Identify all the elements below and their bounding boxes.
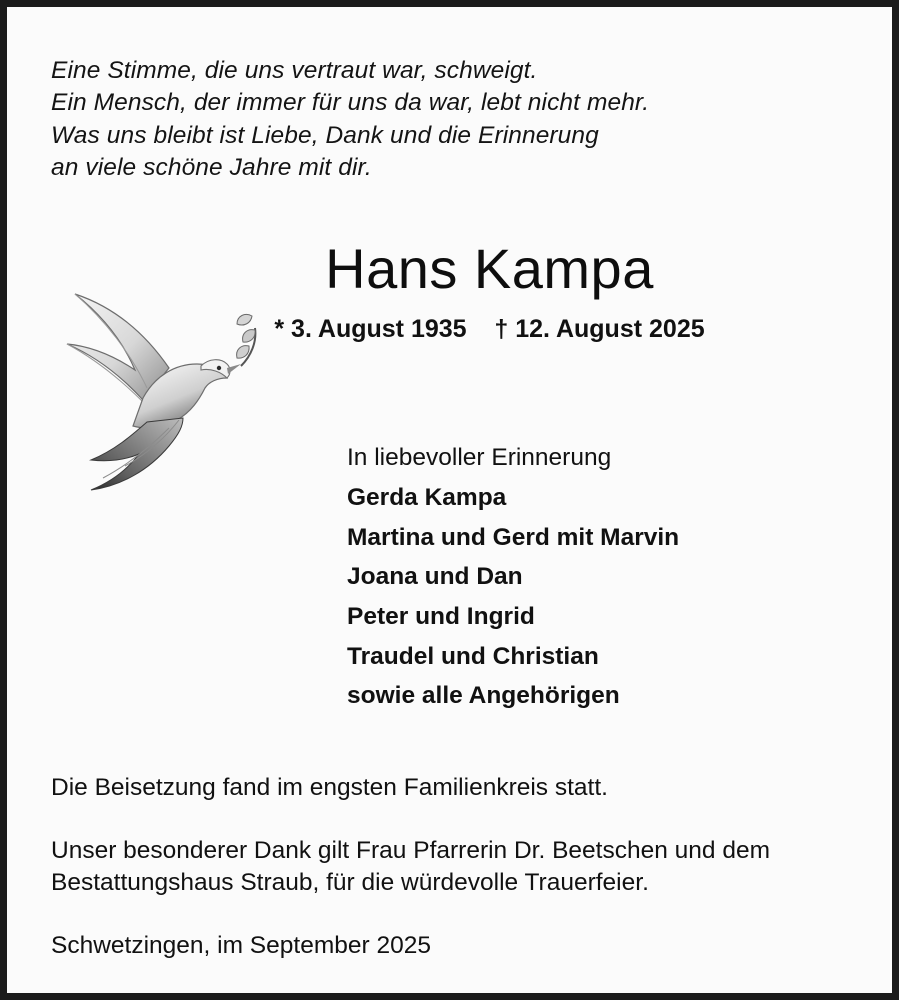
poem-line: Was uns bleibt ist Liebe, Dank und die Erinnerung <box>51 121 599 149</box>
footer-text <box>51 772 848 962</box>
poem-line: Ein Mensch, der immer für uns da war, lebt nicht mehr. <box>51 89 650 117</box>
place-and-date: Schwetzingen, im September 2025 <box>51 931 431 959</box>
deceased-dates: * 3. August 1935 † 12. August 2025 <box>274 315 705 344</box>
burial-note: Die Beisetzung fand im engsten Familienkreis statt. <box>51 774 608 802</box>
family-member: Peter und Ingrid <box>347 603 535 631</box>
family-member: sowie alle Angehörigen <box>347 682 620 710</box>
family-member: Joana und Dan <box>347 563 523 591</box>
poem-line: Eine Stimme, die uns vertraut war, schweigt. <box>51 57 538 84</box>
deceased-name: Hans Kampa <box>325 237 654 301</box>
memorial-poem <box>51 55 848 184</box>
thanks-note: Unser besonderer Dank gilt Frau Pfarrerin Dr. Beetschen und dem Bestattungshaus Straub, für die würdevolle Trauerfeier. <box>51 836 771 897</box>
family-intro: In liebevoller Erinnerung <box>347 444 612 472</box>
dove-with-olive-branch-icon <box>51 250 261 510</box>
family-member: Martina und Gerd mit Marvin <box>347 523 680 551</box>
family-member: Gerda Kampa <box>347 484 507 511</box>
name-block <box>51 237 848 390</box>
poem-line: an viele schöne Jahre mit dir. <box>51 153 372 181</box>
family-member: Traudel und Christian <box>347 642 599 670</box>
